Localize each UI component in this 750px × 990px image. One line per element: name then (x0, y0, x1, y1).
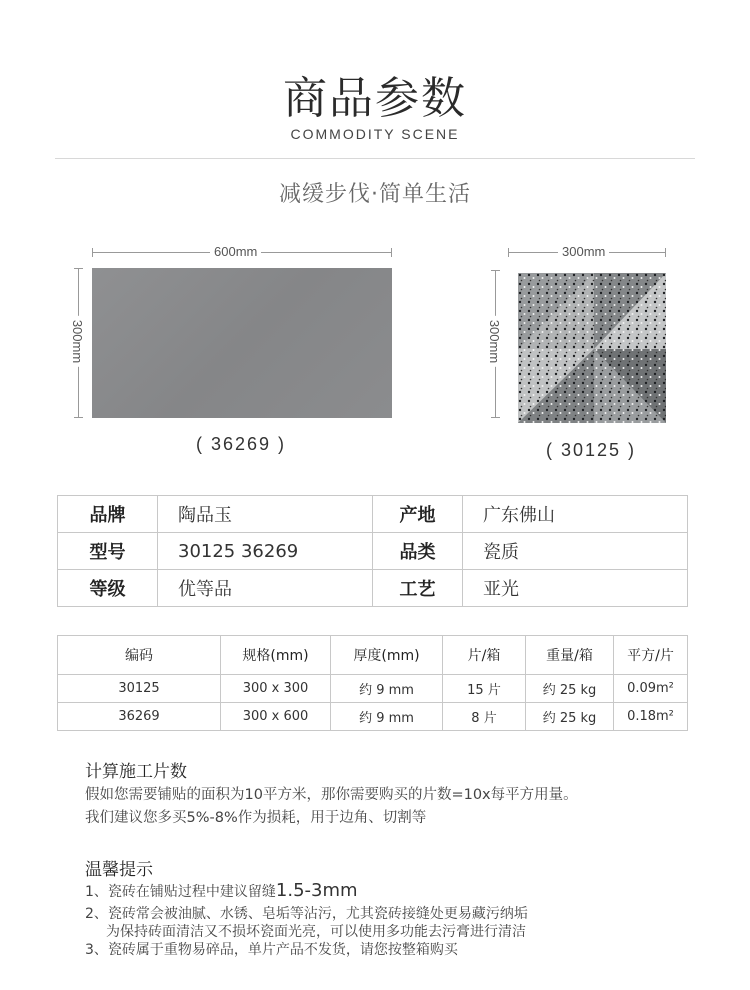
tip-1 (85, 881, 358, 902)
table-cell: 约 9 mm (331, 703, 443, 731)
column-header: 规格(mm) (221, 636, 331, 675)
tile-b-width-label: 300mm (558, 244, 609, 259)
header-divider (55, 158, 695, 159)
spec-value: 亚光 (463, 570, 688, 607)
tile-b-height-label: 300mm (487, 316, 502, 367)
spec-key: 品牌 (58, 496, 158, 533)
tile-b-code: ( 30125 ) (546, 440, 637, 460)
page-subtitle: COMMODITY SCENE (290, 126, 460, 142)
spec-table (57, 495, 688, 607)
tile-36269-image (92, 268, 392, 418)
terrazzo-pattern (518, 273, 666, 423)
tile-a-width-label: 600mm (210, 244, 261, 259)
table-cell: 0.18m² (614, 703, 688, 731)
tip-1-text: 1、瓷砖在铺贴过程中建议留缝 (85, 884, 276, 900)
table-row (58, 703, 688, 731)
column-header: 平方/片 (614, 636, 688, 675)
tip-2: 2、瓷砖常会被油腻、水锈、皂垢等沾污，尤其瓷砖接缝处更易藏污纳垢 (85, 906, 528, 922)
tip-2-continued: 为保持砖面清洁又不损坏瓷面光亮，可以使用多功能去污膏进行清洁 (106, 924, 526, 940)
tips-title: 温馨提示 (85, 860, 153, 880)
table-cell: 30125 (58, 675, 221, 703)
table-cell: 8 片 (443, 703, 526, 731)
column-header: 重量/箱 (526, 636, 614, 675)
table-row (58, 675, 688, 703)
slogan: 减缓步伐·简单生活 (279, 182, 471, 207)
table-cell: 300 x 600 (221, 703, 331, 731)
calc-title: 计算施工片数 (85, 762, 187, 782)
spec-value: 陶品玉 (158, 496, 373, 533)
table-cell: 36269 (58, 703, 221, 731)
table-cell: 约 25 kg (526, 703, 614, 731)
spec-key: 工艺 (373, 570, 463, 607)
table-cell: 15 片 (443, 675, 526, 703)
spec-row (58, 570, 688, 607)
tile-30125-image (518, 273, 666, 423)
spec-key: 品类 (373, 533, 463, 570)
spec-row (58, 496, 688, 533)
table-cell: 约 9 mm (331, 675, 443, 703)
tile-a-height-label: 300mm (70, 316, 85, 367)
packaging-table (57, 635, 688, 731)
page-title: 商品参数 (283, 73, 467, 124)
table-cell: 0.09m² (614, 675, 688, 703)
tip-3: 3、瓷砖属于重物易碎品，单片产品不发货，请您按整箱购买 (85, 942, 458, 958)
column-header: 片/箱 (443, 636, 526, 675)
spec-value: 优等品 (158, 570, 373, 607)
column-header: 厚度(mm) (331, 636, 443, 675)
table-cell: 300 x 300 (221, 675, 331, 703)
spec-key: 产地 (373, 496, 463, 533)
tip-1-gap-value: 1.5-3mm (275, 880, 358, 901)
spec-key: 型号 (58, 533, 158, 570)
calc-line-2: 我们建议您多买5%-8%作为损耗，用于边角、切割等 (85, 810, 427, 826)
spec-row (58, 533, 688, 570)
tile-a-code: ( 36269 ) (196, 434, 287, 454)
spec-value: 30125 36269 (158, 533, 373, 570)
calc-line-1: 假如您需要铺贴的面积为10平方米，那你需要购买的片数=10x每平方用量。 (85, 787, 578, 803)
spec-value: 广东佛山 (463, 496, 688, 533)
spec-key: 等级 (58, 570, 158, 607)
table-header-row (58, 636, 688, 675)
spec-value: 瓷质 (463, 533, 688, 570)
column-header: 编码 (58, 636, 221, 675)
table-cell: 约 25 kg (526, 675, 614, 703)
